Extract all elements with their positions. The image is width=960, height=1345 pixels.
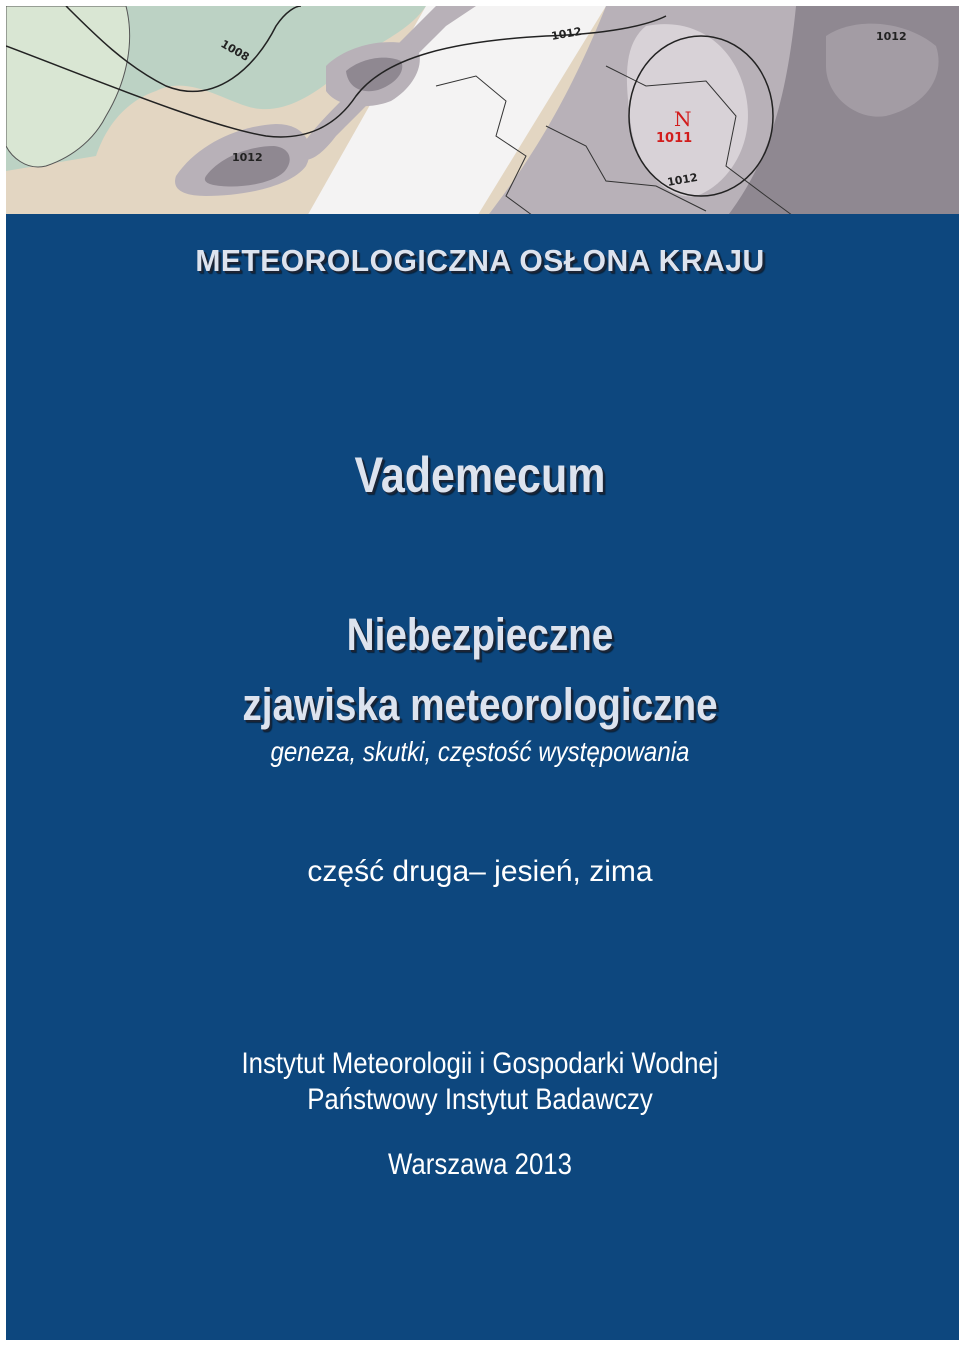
main-title-line: Niebezpieczne	[346, 609, 614, 660]
part-label: część druga– jesień, zima	[307, 855, 653, 888]
low-pressure-marker: N	[674, 107, 692, 131]
isobar-label: 1008	[218, 37, 252, 64]
series-title: METEOROLOGICZNA OSŁONA KRAJU	[195, 243, 765, 278]
isobar-label: 1012	[550, 24, 583, 43]
book-title: Vademecum	[354, 447, 606, 503]
publisher	[67, 1046, 893, 1118]
subtitle: geneza, skutki, częstość występowania	[270, 736, 690, 767]
synoptic-map	[6, 6, 959, 218]
place-year: Warszawa 2013	[387, 1148, 573, 1181]
isobar-label: 1012	[232, 151, 263, 164]
isobar-label: 1012	[876, 30, 907, 43]
low-pressure-value: 1011	[656, 131, 693, 146]
publisher-line: Państwowy Instytut Badawczy	[307, 1083, 653, 1116]
publisher-line: Instytut Meteorologii i Gospodarki Wodnej	[241, 1047, 719, 1080]
main-title	[67, 598, 893, 738]
main-title-line: zjawiska meteorologiczne	[242, 679, 718, 730]
isobar-label: 1012	[666, 170, 699, 189]
weather-map-banner	[6, 6, 959, 218]
